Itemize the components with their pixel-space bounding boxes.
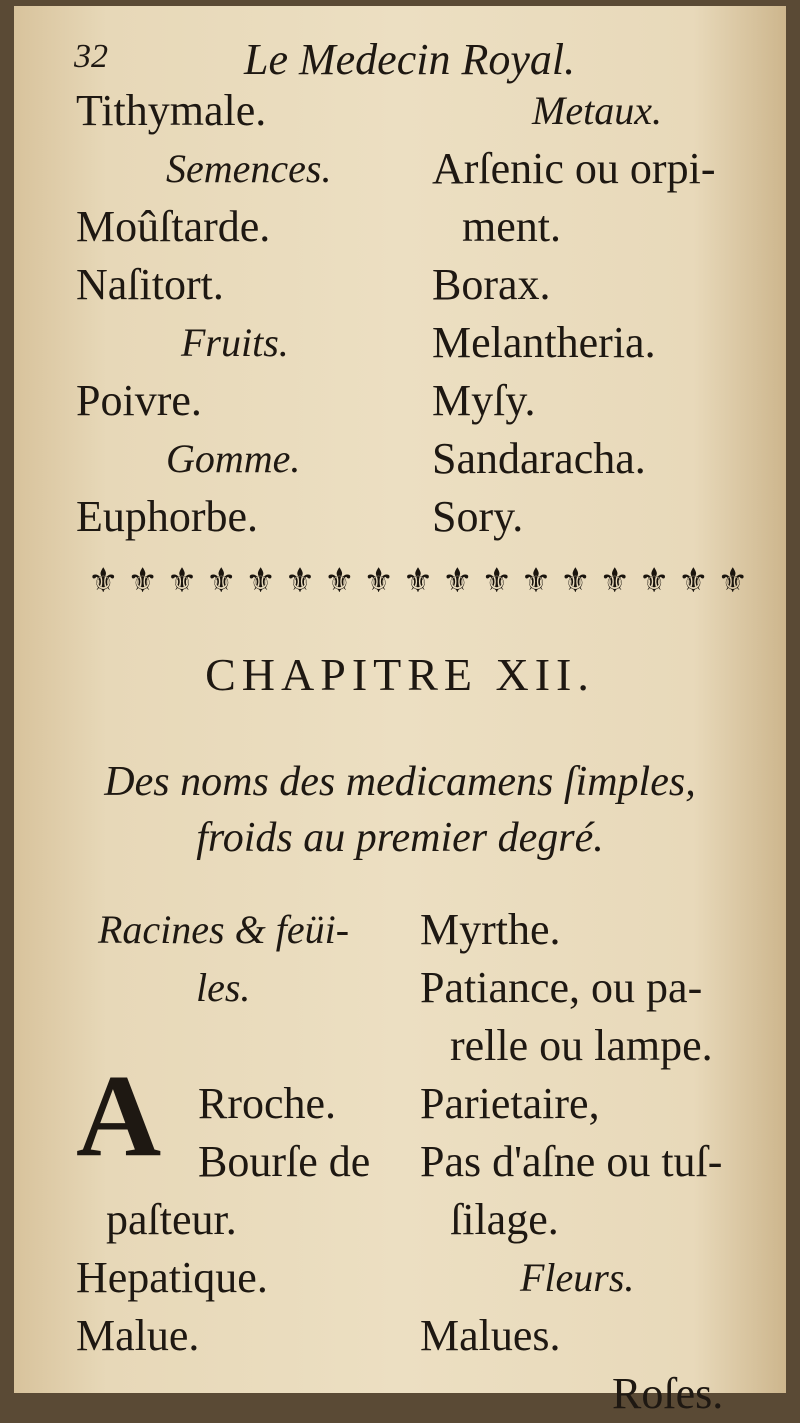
entry-nasitort: Naſitort. bbox=[76, 260, 224, 309]
entry-bourse: Bourſe de bbox=[198, 1137, 371, 1186]
entry-moustarde: Moûſtarde. bbox=[76, 202, 271, 251]
fleuron-icon: ⚜ bbox=[166, 563, 198, 600]
fleuron-icon: ⚜ bbox=[206, 563, 237, 600]
entry-patiance: Patiance, ou pa- bbox=[420, 963, 703, 1012]
fleuron-icon: ⚜ bbox=[520, 563, 552, 600]
entry-melantheria: Melantheria. bbox=[432, 318, 656, 367]
entry-poivre: Poivre. bbox=[76, 376, 202, 425]
fleuron-icon: ⚜ bbox=[599, 563, 630, 600]
entry-parietaire: Parietaire, bbox=[420, 1079, 600, 1128]
entry-arsenic: Arſenic ou orpi- bbox=[432, 144, 716, 193]
fleuron-icon: ⚜ bbox=[245, 563, 276, 600]
fleuron-icon: ⚜ bbox=[324, 563, 355, 600]
running-title: Le Medecin Royal. bbox=[244, 35, 576, 84]
heading-gomme: Gomme. bbox=[166, 436, 301, 481]
entry-arroche: Rroche. bbox=[198, 1079, 337, 1128]
heading-metaux: Metaux. bbox=[532, 88, 662, 133]
entry-relle: relle ou lampe. bbox=[450, 1021, 713, 1070]
chapter-subtitle bbox=[14, 754, 786, 866]
fleuron-icon: ⚜ bbox=[481, 563, 512, 600]
entry-mysy: Myſy. bbox=[432, 376, 536, 425]
fleuron-icon: ⚜ bbox=[88, 563, 119, 600]
fleuron-icon: ⚜ bbox=[442, 563, 473, 600]
entry-euphorbe: Euphorbe. bbox=[76, 492, 259, 541]
heading-semences: Semences. bbox=[166, 146, 332, 191]
drop-capital: A bbox=[76, 1050, 162, 1181]
fleuron-icon: ⚜ bbox=[638, 563, 670, 600]
page-number: 32 bbox=[74, 38, 108, 75]
entry-pas-dasne: Pas d'aſne ou tuſ- bbox=[420, 1137, 723, 1186]
subtitle-line-1: Des noms des medicamens ſimples, bbox=[104, 759, 696, 805]
heading-fruits: Fruits. bbox=[181, 320, 289, 365]
entry-borax: Borax. bbox=[432, 260, 551, 309]
entry-tithymale: Tithymale. bbox=[76, 86, 267, 135]
fleuron-icon: ⚜ bbox=[363, 563, 394, 600]
entry-sory: Sory. bbox=[432, 492, 524, 541]
entry-sandaracha: Sandaracha. bbox=[432, 434, 646, 483]
chapter-title: CHAPITRE XII. bbox=[205, 649, 595, 700]
top-left-column bbox=[76, 82, 331, 546]
subtitle-line-2: froids au premier degré. bbox=[196, 815, 604, 861]
entry-roses: Roſes. bbox=[612, 1369, 724, 1418]
fleuron-icon: ⚜ bbox=[402, 563, 434, 600]
entry-silage: ſilage. bbox=[450, 1195, 559, 1244]
entry-pasteur: paſteur. bbox=[106, 1195, 237, 1244]
fleuron-icon: ⚜ bbox=[678, 563, 709, 600]
fleuron-icon: ⚜ bbox=[560, 563, 591, 600]
entry-malues: Malues. bbox=[420, 1311, 561, 1360]
heading-racines-cont: les. bbox=[196, 965, 251, 1010]
top-right-column bbox=[432, 82, 715, 546]
entry-malue: Malue. bbox=[76, 1311, 200, 1360]
heading-fleurs: Fleurs. bbox=[520, 1255, 635, 1300]
book-page bbox=[14, 6, 786, 1418]
bottom-right-column bbox=[420, 901, 723, 1423]
entry-myrthe: Myrthe. bbox=[420, 905, 561, 954]
fleuron-ornament-band bbox=[88, 561, 748, 601]
fleuron-icon: ⚜ bbox=[284, 563, 316, 600]
fleuron-icon: ⚜ bbox=[127, 563, 158, 600]
entry-hepatique: Hepatique. bbox=[76, 1253, 268, 1302]
entry-ment: ment. bbox=[462, 202, 561, 251]
heading-racines: Racines & feüi- bbox=[98, 907, 350, 952]
fleuron-icon: ⚜ bbox=[717, 563, 748, 600]
